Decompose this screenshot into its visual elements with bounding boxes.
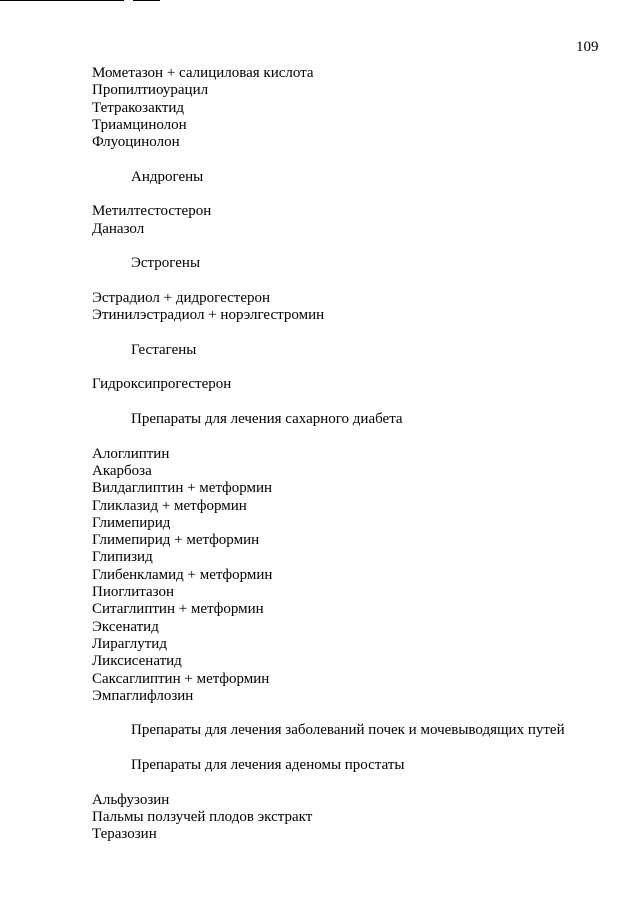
drug-list-item: Флуоцинолон	[92, 134, 180, 151]
scan-edge-mark	[0, 0, 124, 1]
drug-list-item: Эстрадиол + дидрогестерон	[92, 289, 271, 306]
drug-list-item: Глимепирид	[92, 514, 171, 531]
drug-list-item: Глипизид	[92, 549, 153, 566]
drug-list-item: Пиоглитазон	[92, 584, 175, 600]
drug-list-item: Даназол	[92, 220, 145, 237]
drug-list-item: Пальмы ползучей плодов экстракт	[92, 808, 313, 825]
drug-list-item: Гидроксипрогестерон	[92, 376, 232, 393]
page-number: 109	[576, 39, 599, 55]
drug-list-item: Триамцинолон	[92, 116, 187, 133]
drug-list-item: Эмпаглифлозин	[92, 687, 194, 704]
section-heading: Андрогены	[131, 168, 204, 185]
drug-list-item: Пропилтиоурацил	[92, 82, 209, 99]
scan-edge-mark	[133, 0, 160, 1]
drug-list-item: Лираглутид	[92, 635, 167, 652]
section-heading: Гестагены	[131, 341, 197, 358]
section-heading: Эстрогены	[131, 255, 201, 272]
drug-list-item: Этинилэстрадиол + норэлгестромин	[92, 307, 325, 324]
drug-list-item: Гликлазид + метформин	[92, 497, 247, 514]
drug-list-item: Мометазон + салициловая кислота	[92, 65, 314, 81]
drug-list-item: Альфузозин	[92, 791, 170, 808]
drug-list-item: Метилтестостерон	[92, 203, 212, 220]
drug-list-item: Ситаглиптин + метформин	[92, 601, 264, 618]
section-heading: Препараты для лечения аденомы простаты	[131, 757, 405, 773]
section-heading: Препараты для лечения заболеваний почек и мочевыводящих путей	[131, 722, 565, 739]
drug-list-item: Глибенкламид + метформин	[92, 566, 273, 583]
drug-list-item: Саксаглиптин + метформин	[92, 670, 270, 687]
drug-list-item: Теразозин	[92, 826, 157, 843]
drug-list-item: Глимепирид + метформин	[92, 532, 260, 549]
drug-list-item: Вилдаглиптин + метформин	[92, 480, 273, 497]
drug-list-item: Алоглиптин	[92, 445, 170, 462]
drug-list-item: Тетракозактид	[92, 99, 185, 116]
drug-list-item: Ликсисенатид	[92, 653, 182, 670]
drug-list-item: Эксенатид	[92, 618, 159, 635]
section-heading: Препараты для лечения сахарного диабета	[131, 411, 403, 427]
drug-list-item: Акарбоза	[92, 462, 152, 479]
